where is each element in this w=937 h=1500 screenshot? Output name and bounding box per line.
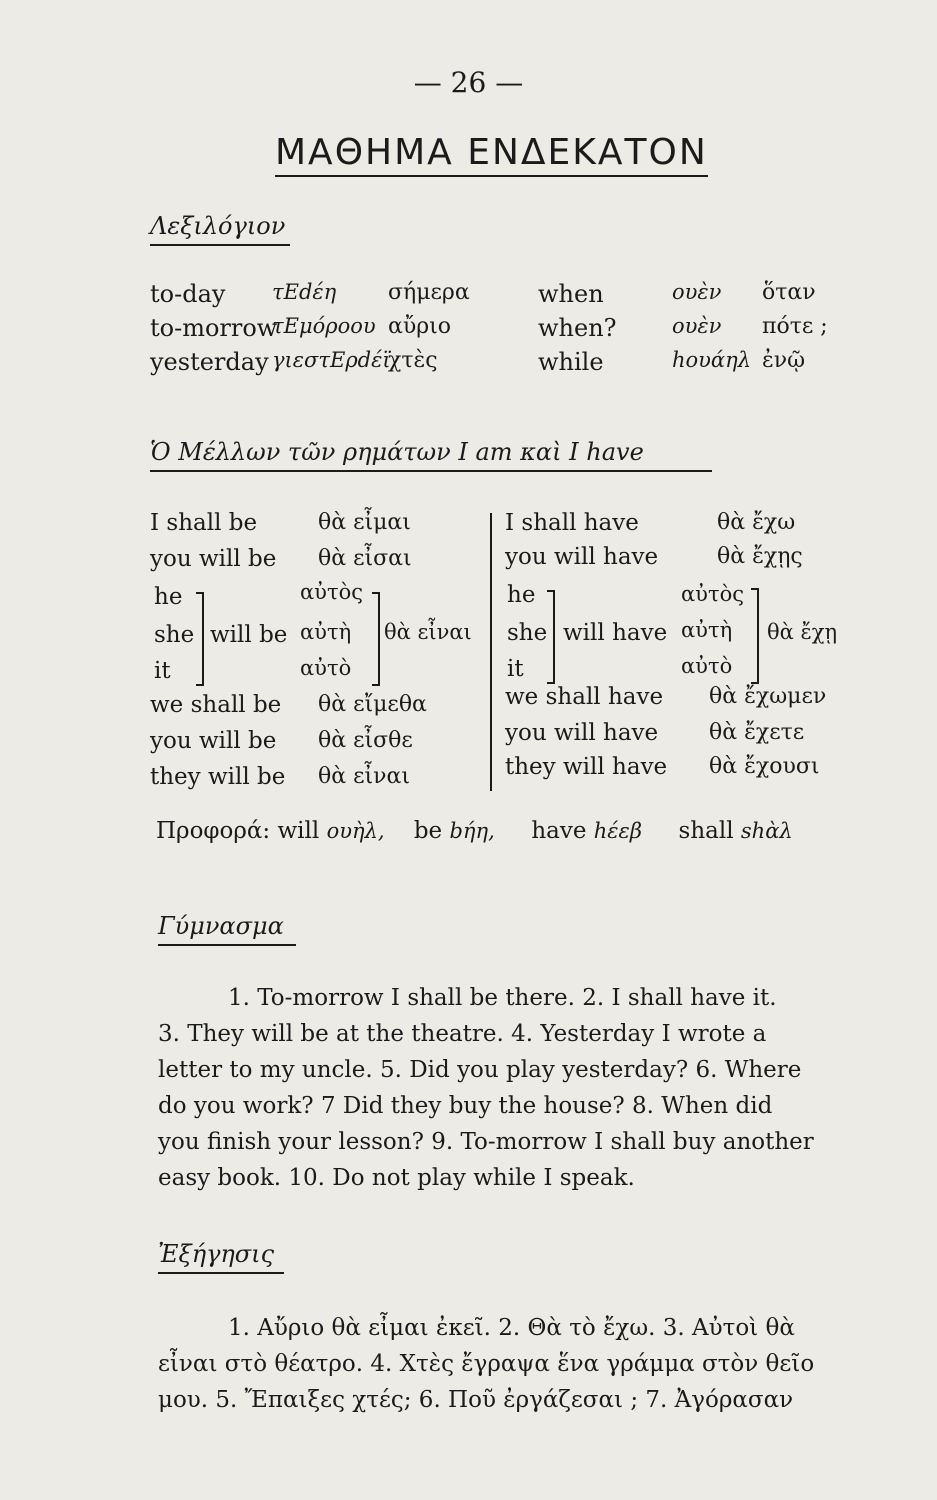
pron-word: will: [277, 818, 320, 844]
conj-en: they will have: [505, 754, 668, 780]
conj-en: you will be: [150, 546, 277, 572]
vocab-pron: ουὲν: [672, 280, 722, 304]
conj-gr: θὰ ἔχωμεν: [709, 684, 827, 709]
pronoun-gr: αὐτὴ: [681, 618, 733, 642]
conj-gr: θὰ εἶσθε: [318, 728, 413, 753]
brace: [751, 588, 759, 684]
conj-gr: θὰ ἔχω: [717, 510, 796, 535]
conj-gr: θὰ εἶμαι: [318, 510, 411, 535]
pronoun-en: he: [507, 582, 536, 608]
vocab-pron: τΕdέη: [272, 280, 337, 304]
vocab-en: when: [538, 280, 604, 308]
vocab-row: [150, 314, 850, 348]
exercise-line: you finish your lesson? 9. To-morrow I shall buy another: [158, 1129, 814, 1155]
explanation-line: μου. 5. Ἔπαιξες χτές; 6. Ποῦ ἐργάζεσαι ; 7. Ἀγόρασαν: [158, 1387, 794, 1413]
pronoun-en: she: [154, 622, 195, 648]
conj-verb: will be: [210, 622, 288, 648]
pronunciation-label: Προφορά:: [156, 818, 271, 844]
brace: [372, 592, 380, 686]
pron-word: be: [413, 818, 443, 844]
vocab-gr: ὅταν: [762, 280, 816, 305]
conj-en: we shall be: [150, 692, 282, 718]
pron-value: shὰλ: [740, 819, 793, 843]
vocab-gr: σήμερα: [388, 280, 470, 305]
conj-gr: θὰ ἔχῃ: [767, 620, 838, 644]
exercise-line: letter to my uncle. 5. Did you play yesterday? 6. Where: [158, 1057, 802, 1083]
conj-verb: will have: [563, 620, 668, 646]
pron-value: bήη,: [449, 819, 495, 843]
exercise-line: do you work? 7 Did they buy the house? 8. When did: [158, 1093, 773, 1119]
pronoun-gr: αὐτὴ: [300, 620, 352, 644]
vocab-pron: τΕμόρoου: [272, 314, 376, 338]
pronoun-gr: αὐτὸς: [681, 582, 744, 606]
vocab-en: when?: [538, 314, 617, 342]
vocab-en: to-day: [150, 280, 226, 308]
brace: [196, 592, 204, 686]
exercise-text: [158, 980, 863, 1196]
pron-word: shall: [678, 818, 734, 844]
exercise-line: 3. They will be at the theatre. 4. Yesterday I wrote a: [158, 1021, 767, 1047]
vocab-gr: αὔριο: [388, 314, 452, 339]
conj-gr: θὰ εἶναι: [384, 620, 472, 644]
page-number: — 26 —: [413, 66, 524, 99]
vocab-row: [150, 280, 850, 314]
conj-gr: θὰ ἔχουσι: [709, 754, 820, 779]
pron-value: hέεβ: [593, 819, 642, 843]
future-heading: Ὁ Μέλλων τῶν ρημάτων I am καὶ I have: [150, 438, 712, 472]
vocab-pron: hουάηλ: [672, 348, 752, 372]
vocab-gr: χτὲς: [388, 348, 438, 373]
conj-en: you will have: [505, 544, 659, 570]
vocab-gr: ἐνῷ: [762, 348, 806, 373]
pronoun-gr: αὐτὸς: [300, 580, 363, 604]
explanation-heading: Ἐξήγησις: [158, 1240, 284, 1274]
pronoun-en: he: [154, 584, 183, 610]
vocab-row: [150, 348, 850, 382]
conj-en: you will have: [505, 720, 659, 746]
vocab-pron: γιεστΕρdέϊ: [272, 348, 391, 372]
pronoun-gr: αὐτὸ: [300, 656, 352, 680]
conj-en: they will be: [150, 764, 286, 790]
vocab-table: [150, 280, 850, 382]
vocab-en: while: [538, 348, 604, 376]
pron-value: ουὴλ,: [326, 819, 385, 843]
conj-en: you will be: [150, 728, 277, 754]
pronoun-en: it: [154, 658, 171, 684]
conj-en: I shall be: [150, 510, 258, 536]
pronoun-en: it: [507, 656, 524, 682]
conj-gr: θὰ εἶναι: [318, 764, 410, 789]
vocab-gr: πότε ;: [762, 314, 828, 339]
exercise-line: 1. To-morrow I shall be there. 2. I shall have it.: [228, 985, 777, 1011]
exercise-heading: Γύμνασμα: [158, 912, 296, 946]
vocab-en: to-morrow: [150, 314, 278, 342]
lesson-title: ΜΑΘΗΜΑ ΕΝΔΕΚΑΤΟΝ: [275, 132, 708, 177]
pronoun-gr: αὐτὸ: [681, 654, 733, 678]
vocab-en: yesterday: [150, 348, 269, 376]
pron-word: have: [531, 818, 587, 844]
conj-divider: [490, 513, 492, 791]
conj-en: I shall have: [505, 510, 639, 536]
explanation-line: 1. Αὔριο θὰ εἶμαι ἐκεῖ. 2. Θὰ τὸ ἔχω. 3. Αὐτοὶ θὰ: [228, 1315, 795, 1341]
conj-en: we shall have: [505, 684, 664, 710]
conj-gr: θὰ ἔχετε: [709, 720, 805, 745]
pronunciation-line: [156, 818, 793, 844]
exercise-line: easy book. 10. Do not play while I speak.: [158, 1165, 635, 1191]
vocab-pron: ουὲν: [672, 314, 722, 338]
explanation-text: [158, 1310, 863, 1418]
conj-gr: θὰ εἴμεθα: [318, 692, 427, 717]
conj-gr: θὰ ἔχῃς: [717, 544, 803, 569]
vocab-heading: Λεξιλόγιον: [150, 212, 290, 246]
conj-gr: θὰ εἶσαι: [318, 546, 412, 571]
brace: [547, 590, 555, 684]
pronoun-en: she: [507, 620, 548, 646]
explanation-line: εἶναι στὸ θέατρο. 4. Χτὲς ἔγραψα ἕνα γράμμα στὸν θεῖο: [158, 1351, 815, 1377]
